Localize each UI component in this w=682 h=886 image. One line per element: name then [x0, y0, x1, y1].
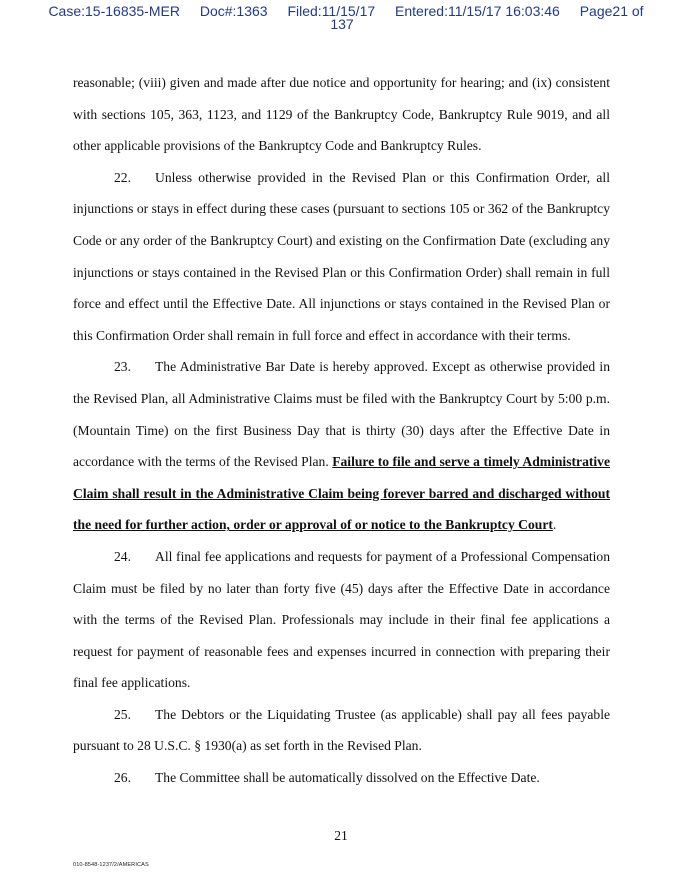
page-number: 21	[334, 828, 348, 843]
paragraph-text: The Debtors or the Liquidating Trustee (as applicable) shall pay all fees payable pursuant to 28 U.S.C. § 1930(a) as set forth in the Revised Plan.	[73, 706, 610, 754]
paragraph-26	[73, 762, 610, 794]
paragraph-number: 25.	[114, 706, 131, 722]
paragraph-text: All final fee applications and requests for payment of a Professional Compensation Claim must be filed by no later than forty five (45) days after the Effective Date in accordance with the terms of the Revised Plan. Professionals may include in their final fee applications a request for payment of reasonable fees and expenses incurred in connection with preparing their final fee applications.	[73, 548, 610, 691]
filed-date: Filed:11/15/17	[287, 3, 376, 19]
paragraph-number: 26.	[114, 770, 131, 786]
document-code: 010-8548-1237/2/AMERICAS	[73, 862, 149, 868]
entered-date: Entered:11/15/17 16:03:46	[395, 3, 560, 19]
case-number: Case:15-16835-MER	[48, 3, 180, 19]
paragraph-text: The Committee shall be automatically dissolved on the Effective Date.	[155, 770, 540, 786]
paragraph-23	[73, 351, 610, 541]
paragraph-number: 24.	[114, 548, 131, 564]
paragraph-number: 23.	[114, 359, 131, 375]
paragraph-text: The Administrative Bar Date is hereby approved. Except as otherwise provided in the Revised Plan, all Administrative Claims must be filed with the Bankruptcy Court by 5:00 p.m. (Mountain Time) on the first Business Day that is thirty (30) days after the Effective Date in accordance with the terms of the Revised Plan.	[73, 359, 610, 470]
paragraph-end: .	[552, 517, 557, 533]
paragraph-continuation: reasonable; (viii) given and made after due notice and opportunity for hearing; and (ix) consistent with sections 105, 363, 1123, and 1129 of the Bankruptcy Code, Bankruptcy Rule 9019, and all other applicable provisions of the Bankruptcy Code and Bankruptcy Rules.	[73, 75, 610, 154]
paragraph-24	[73, 541, 610, 699]
paragraph-text: Unless otherwise provided in the Revised Plan or this Confirmation Order, all injunctions or stays in effect during these cases (pursuant to sections 105 or 362 of the Bankruptcy Code or any order of the Bankruptcy Court) and existing on the Confirmation Date (excluding any injunctions or stays contained in the Revised Plan or this Confirmation Order) shall remain in full force and effect until the Effective Date. All injunctions or stays contained in the Revised Plan or this Confirmation Order shall remain in full force and effect in accordance with their terms.	[73, 169, 610, 343]
paragraph-22	[73, 162, 610, 352]
paragraph-number: 22.	[114, 169, 131, 185]
ecf-filing-header	[0, 5, 682, 31]
paragraph-25	[73, 699, 610, 762]
document-body	[73, 67, 610, 794]
page-total: 137	[330, 16, 354, 32]
doc-number: Doc#:1363	[199, 3, 268, 19]
bar-date-warning: Failure to file and serve a timely Administrative Claim shall result in the Administrative Claim being forever barred and discharged without the need for further action, order or approval of or notice to the Bankruptcy Court	[73, 454, 610, 533]
page-of-label: Page21 of	[579, 3, 644, 19]
